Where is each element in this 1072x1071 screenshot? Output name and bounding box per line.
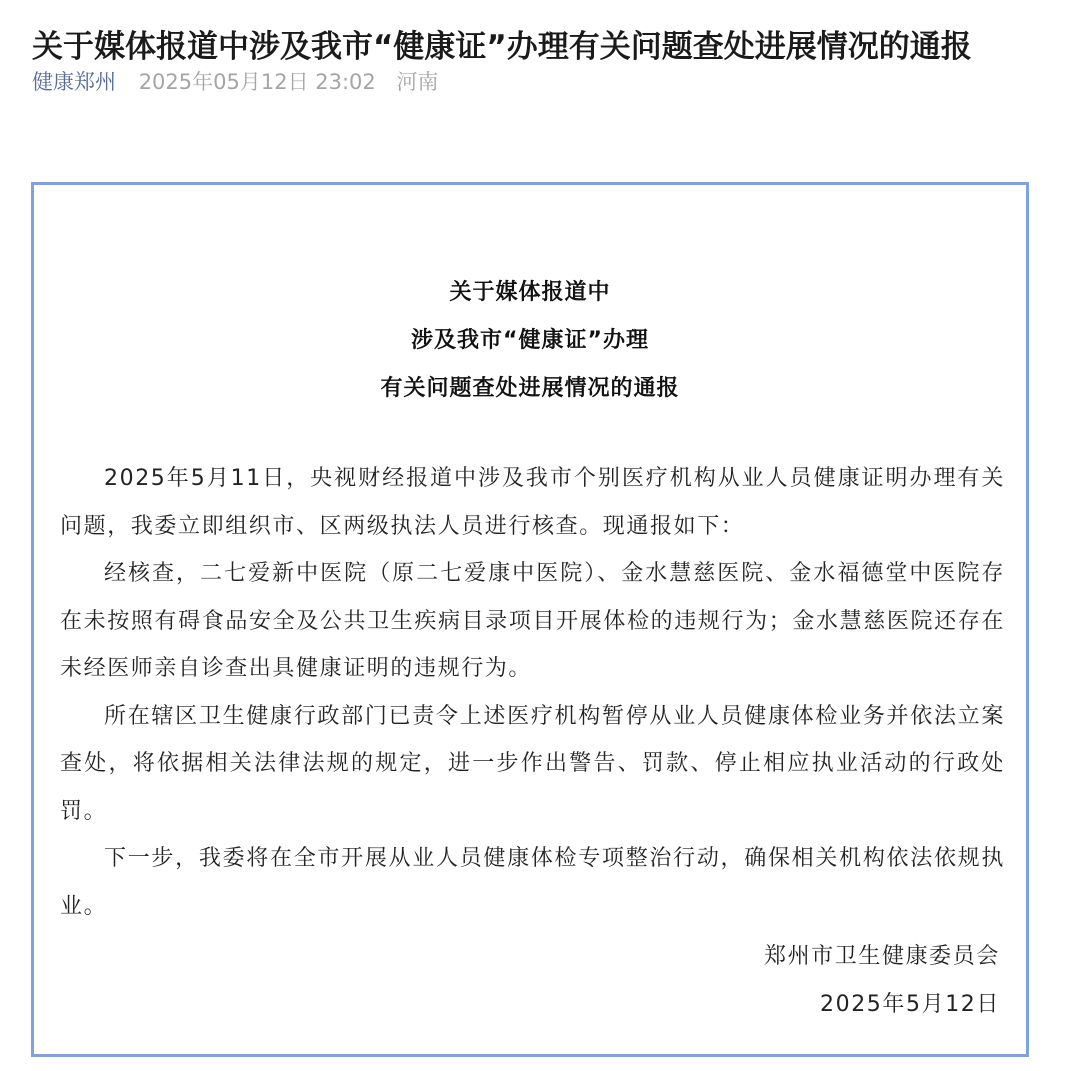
notice-title-line: 关于媒体报道中 [449, 280, 611, 305]
notice-body [60, 455, 1005, 930]
notice-image-frame [31, 182, 1029, 1057]
signature-organization: 郑州市卫生健康委员会 [763, 944, 1000, 969]
notice-signature [764, 933, 1000, 1029]
notice-title [34, 269, 1026, 413]
notice-title-line: 涉及我市“健康证”办理 [411, 328, 649, 353]
signature-date: 2025年5月12日 [820, 992, 1000, 1017]
notice-paragraph: 2025年5月11日，央视财经报道中涉及我市个别医疗机构从业人员健康证明办理有关问题，我委立即组织市、区两级执法人员进行核查。现通报如下： [60, 466, 1005, 539]
notice-title-line: 有关问题查处进展情况的通报 [380, 376, 680, 401]
notice-paragraph: 下一步，我委将在全市开展从业人员健康体检专项整治行动，确保相关机构依法依规执业。 [60, 846, 1005, 919]
notice-paragraph: 所在辖区卫生健康行政部门已责令上述医疗机构暂停从业人员健康体检业务并依法立案查处，将依据相关法律法规的规定，进一步作出警告、罚款、停止相应执业活动的行政处罚。 [60, 703, 1005, 824]
notice-paragraph: 经核查，二七爱新中医院（原二七爱康中医院）、金水慧慈医院、金水福德堂中医院存在未按照有碍食品安全及公共卫生疾病目录项目开展体检的违规行为；金水慧慈医院还存在未经医师亲自诊查出具健康证明的违规行为。 [60, 561, 1005, 681]
account-name-link[interactable]: 健康郑州 [32, 70, 116, 94]
publish-time: 2025年05月12日 23:02 [138, 70, 376, 94]
publish-region: 河南 [396, 70, 439, 94]
article-meta [32, 66, 438, 98]
article-title: 关于媒体报道中涉及我市“健康证”办理有关问题查处进展情况的通报 [32, 28, 972, 65]
